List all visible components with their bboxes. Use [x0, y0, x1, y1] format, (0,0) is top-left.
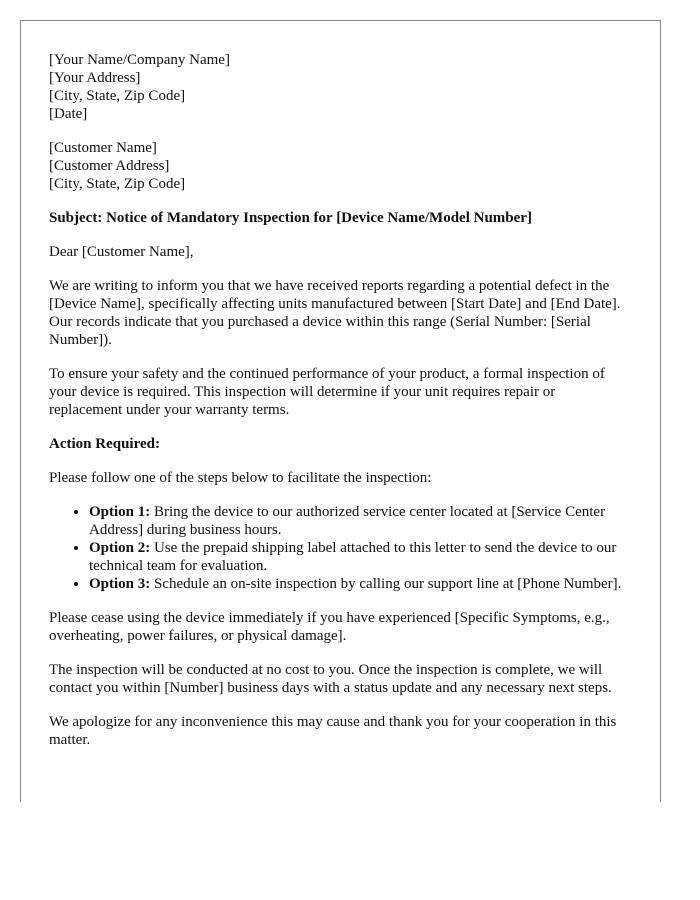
option-label: Option 2:	[89, 540, 151, 556]
recipient-city: [City, State, Zip Code]	[49, 176, 186, 192]
apology-paragraph: We apologize for any inconvenience this may cause and thank you for your cooperation in this matter.	[49, 714, 617, 748]
cost-paragraph: The inspection will be conducted at no cost to you. Once the inspection is complete, we will contact you within [Number] business days with a status update and any necessary next steps.	[49, 662, 612, 696]
sender-city: [City, State, Zip Code]	[49, 88, 186, 104]
salutation: Dear [Customer Name],	[49, 244, 194, 260]
action-required-heading: Action Required:	[49, 436, 160, 452]
steps-intro: Please follow one of the steps below to facilitate the inspection:	[49, 470, 432, 486]
cease-paragraph: Please cease using the device immediately if you have experienced [Specific Symptoms, e.g., overheating, power failures, or physical damage].	[49, 610, 610, 644]
list-item	[89, 575, 632, 593]
sender-name: [Your Name/Company Name]	[49, 52, 230, 68]
recipient-name: [Customer Name]	[49, 140, 157, 156]
list-item	[89, 503, 632, 539]
sender-address: [Your Address]	[49, 70, 141, 86]
safety-paragraph: To ensure your safety and the continued performance of your product, a formal inspection of your device is required. This inspection will determine if your unit requires repair or replacement under your warranty terms.	[49, 366, 605, 418]
sender-block	[49, 51, 632, 123]
recipient-address: [Customer Address]	[49, 158, 170, 174]
recipient-block	[49, 139, 632, 193]
option-text: Use the prepaid shipping label attached to this letter to send the device to our technical team for evaluation.	[89, 540, 617, 574]
intro-paragraph: We are writing to inform you that we have received reports regarding a potential defect in the [Device Name], specifically affecting units manufactured between [Start Date] and [End Date]. Our records indicate that you purchased a device within this range (Serial Number: [Serial Number]).	[49, 278, 621, 348]
option-text: Schedule an on-site inspection by calling our support line at [Phone Number].	[150, 576, 622, 592]
option-text: Bring the device to our authorized service center located at [Service Center Address] during business hours.	[89, 504, 606, 538]
options-list	[49, 503, 632, 593]
list-item	[89, 539, 632, 575]
subject-line: Subject: Notice of Mandatory Inspection for [Device Name/Model Number]	[49, 210, 532, 226]
letter-date: [Date]	[49, 106, 88, 122]
option-label: Option 3:	[89, 576, 151, 592]
option-label: Option 1:	[89, 504, 151, 520]
letter-page	[20, 20, 661, 802]
